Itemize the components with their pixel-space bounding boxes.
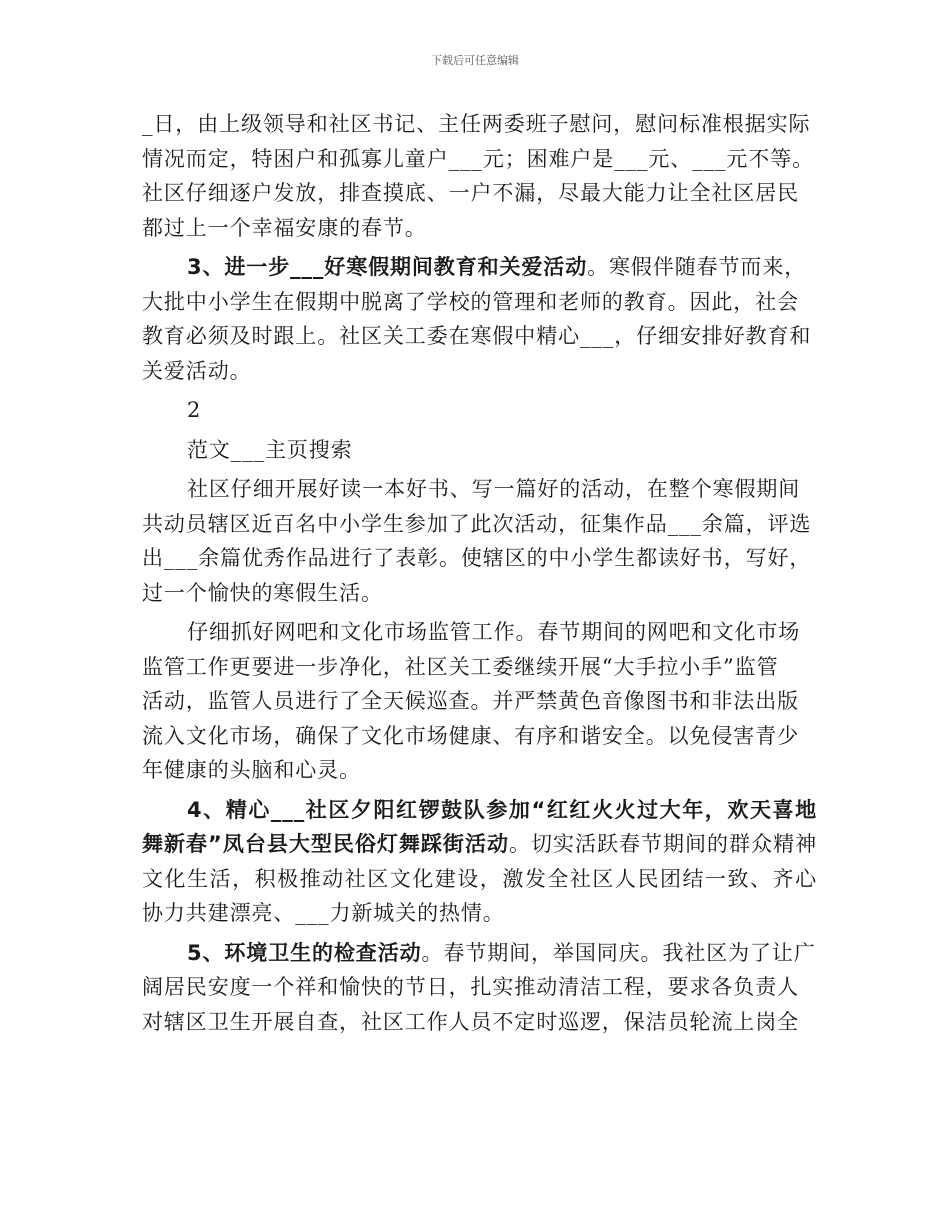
text-line: 共动员辖区近百名中小学生参加了此次活动，征集作品___余篇，评选	[142, 511, 812, 536]
section-heading: 4、精心___社区夕阳红锣鼓队参加“红红火火过大年，欢天喜地舞新春”凤台县大型民俗灯舞踩街活动	[142, 797, 817, 856]
page-number-text: 2	[187, 398, 202, 422]
text-line: 社区仔细开展好读一本好书、写一篇好的活动，在整个寒假期间	[187, 477, 801, 501]
text-line: 阔居民安度一个祥和愉快的节日，扎实推动清洁工程，要求各负责人	[142, 975, 799, 999]
text-line: 都过上一个幸福安康的春节。	[142, 215, 427, 240]
section-heading: 5、环境卫生的检查活动	[187, 940, 422, 965]
document-body	[142, 107, 817, 1044]
paragraph-5	[142, 472, 817, 610]
text-line: 关爱活动。	[142, 358, 252, 383]
paragraph-4	[142, 433, 817, 468]
text-line: 情况而定，特困户和孤寡儿童户___元；困难户是___元、___元不等。	[142, 146, 814, 171]
text-line: 仔细抓好网吧和文化市场监管工作。春节期间的网吧和文化市场	[187, 620, 801, 644]
paragraph-7	[142, 793, 817, 931]
text-line: 对辖区卫生开展自查，社区工作人员不定时巡逻，保洁员轮流上岗全	[142, 1009, 799, 1034]
text-line: 监管工作更要进一步净化，社区关工委继续开展“大手拉小手”监管	[142, 654, 779, 679]
text-line: 流入文化市场，确保了文化市场健康、有序和谐安全。以免侵害青少	[142, 723, 799, 748]
text-line: 大批中小学生在假期中脱离了学校的管理和老师的教育。因此，社会	[142, 289, 799, 314]
text-line: 社区仔细逐户发放，排查摸底、一户不漏，尽最大能力让全社区居民	[142, 181, 799, 205]
text-line: 活动，监管人员进行了全天候巡查。并严禁黄色音像图书和非法出版	[142, 689, 799, 713]
text-run: 心协力共建漂亮、___力新城关的热情。	[142, 866, 817, 925]
text-line: 出___余篇优秀作品进行了表彰。使辖区的中小学生都读好书，写好，	[142, 546, 812, 570]
paragraph-2	[142, 250, 817, 388]
text-run: 。切实活跃春节期间的群众精	[508, 832, 796, 856]
text-line: 教育必须及时跟上。社区关工委在寒假中精心___，仔细安排好教育和	[142, 324, 812, 348]
paragraph-3	[142, 393, 817, 428]
text-run: 神文化生活，积极推动社区文化建设，激发全社区人民团结一致、齐	[142, 832, 817, 891]
paragraph-8	[142, 936, 817, 1040]
page-header: 下载后可任意编辑	[431, 54, 519, 67]
paragraph-1	[142, 107, 817, 245]
text-line: 过一个愉快的寒假生活。	[142, 580, 383, 605]
text-run: 。寒假伴随春节而来，	[587, 255, 807, 279]
text-line: _日，由上级领导和社区书记、主任两委班子慰问，慰问标准根据实际	[142, 112, 811, 136]
paragraph-6	[142, 615, 817, 788]
text-run: 。春节期间，举国同庆。我社区为了让广	[421, 940, 816, 965]
search-note: 范文___主页搜索	[187, 437, 353, 462]
text-line: 年健康的头脑和心灵。	[142, 758, 361, 782]
section-heading: 3、进一步___好寒假期间教育和关爱活动	[187, 255, 588, 279]
